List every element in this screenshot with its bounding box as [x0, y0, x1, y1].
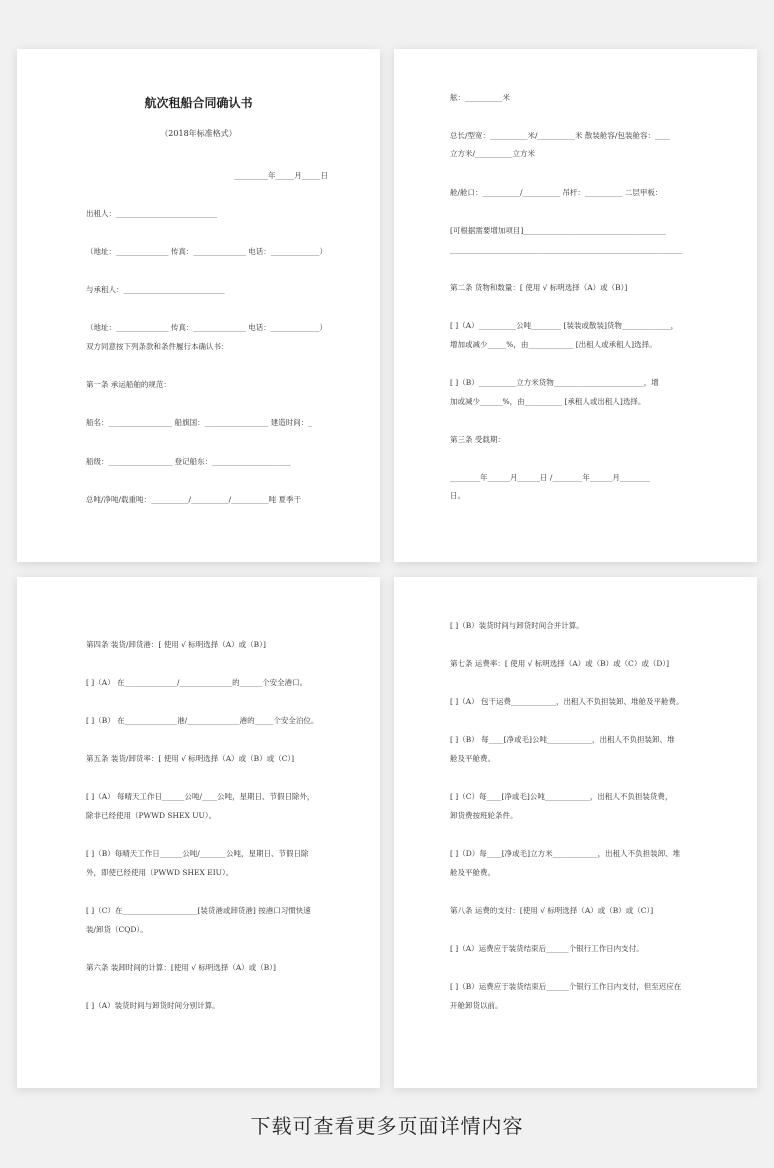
text-line: 船名：_________________ 船旗国：_________________ 建造时间：_: [86, 418, 313, 427]
text-line: 总吨/净吨/载重吨：__________/__________/__________吨 夏季干: [86, 495, 301, 504]
text-line: 立方米/__________立方米: [450, 149, 536, 158]
text-line: 第二条 货物和数量：[ 使用 √ 标明选择（A）或（B）]: [450, 283, 628, 292]
document-title: 航次租船合同确认书: [144, 96, 253, 110]
text-line: [ ]（A）运费应于装货结束后______个银行工作日内支付。: [450, 944, 644, 953]
text-line: 加或减少______%，由__________ [承租人或出租人]选择。: [450, 397, 646, 406]
text-line: 卸货费按班轮条件。: [450, 811, 518, 820]
text-line: 舱及平舱费。: [450, 754, 495, 763]
text-line: [ ]（A）__________公吨________ [装装或散装]货物_____________，: [450, 321, 679, 330]
text-line: 双方同意按下列条款和条件履行本确认书：: [86, 342, 229, 351]
text-line: ________年______月______日 /________年______月________: [450, 473, 650, 482]
text-line: 舷：__________米: [450, 93, 510, 102]
text-line: [ ]（A） 每晴天工作日______公吨/____公吨，星期日、节假日除外，: [86, 792, 315, 801]
text-line: 第三条 受载期：: [450, 435, 505, 444]
document-page-3: [17, 577, 380, 1088]
text-line: [ ]（A） 包干运费____________，出租人不负担装卸、堆舱及平舱费。: [450, 697, 684, 706]
text-line: [ ]（C）在____________________[装货港或卸货港] 按港口习惯快速: [86, 906, 311, 915]
text-line: 第六条 装卸时间的计算：[使用 √ 标明选择（A）或（B）]: [86, 963, 276, 972]
document-page-1: [17, 49, 380, 562]
text-line: [ ]（C）每____[净或毛]公吨____________，出租人不负担装货费，: [450, 792, 673, 801]
download-caption: 下载可查看更多页面详情内容: [250, 1114, 524, 1138]
text-line: [ ]（B）__________立方米货物________________________，增: [450, 378, 659, 387]
text-line: 船级：_________________ 登记船东：_____________________: [86, 457, 291, 466]
text-line: 第四条 装货/卸货港：[ 使用 √ 标明选择（A）或（B）]: [86, 640, 266, 649]
document-page-4: [394, 577, 757, 1088]
text-line: 总长/型宽：__________米/__________米 散装舱容/包装舱容：____: [450, 131, 670, 140]
document-page-2: [394, 49, 757, 562]
text-line: [ ]（B） 每____[净或毛]公吨____________，出租人不负担装卸、堆: [450, 735, 675, 744]
text-line: 第八条 运费的支付：[使用 √ 标明选择（A）或（B）或（C）]: [450, 906, 654, 915]
text-line: 增加或减少_____%，由____________ [出租人或承租人]选择。: [450, 340, 657, 349]
text-line: 舱/舱口：__________/__________ 吊杆：__________ 二层甲板：: [450, 188, 663, 197]
text-line: ______________________________________________________________: [450, 245, 683, 254]
text-line: [ ]（A）装货时间与卸货时间分别计算。: [86, 1001, 220, 1010]
text-line: 日。: [450, 491, 465, 500]
text-line: [ ]（B） 在______________港/______________港的_____个安全泊位。: [86, 716, 319, 725]
text-line: 开舱卸货以前。: [450, 1001, 503, 1010]
text-line: [ ]（B）每晴天工作日______公吨/_______公吨，星期日、节假日除: [86, 849, 309, 858]
text-line: 除非已经使用（PWWD SHEX UU）。: [86, 811, 217, 820]
text-line: 装/卸货（CQD）。: [86, 925, 148, 934]
text-line: 外，即使已经使用（PWWD SHEX EIU）。: [86, 868, 234, 877]
text-line: [ ]（B）运费应于装货结束后______个银行工作日内支付，但至迟应在: [450, 982, 682, 991]
text-line: [ ]（D）每____[净或毛]立方米____________，出租人不负担装卸、堆: [450, 849, 681, 858]
text-line: 出租人：___________________________: [86, 209, 218, 218]
text-line: [ ]（B）装货时间与卸货时间合并计算。: [450, 621, 584, 630]
text-line: [可根据需要增加项目]______________________________________: [450, 226, 666, 235]
text-line: （地址：______________ 传真：______________ 电话：_____________）: [86, 323, 328, 332]
text-line: （地址：______________ 传真：______________ 电话：_____________）: [86, 247, 328, 256]
text-line: [ ]（A） 在______________/______________的______个安全港口。: [86, 678, 308, 687]
text-line: 舱及平舱费。: [450, 868, 495, 877]
date-line: _________年_____月_____日: [234, 171, 328, 180]
text-line: 第五条 装货/卸货率：[ 使用 √ 标明选择（A）或（B）或（C）]: [86, 754, 295, 763]
document-subtitle: （2018年标准格式）: [160, 129, 237, 138]
text-line: 与承租人：___________________________: [86, 285, 225, 294]
text-line: 第一条 承运船舶的规范：: [86, 380, 171, 389]
text-line: 第七条 运费率：[ 使用 √ 标明选择（A）或（B）或（C）或（D）]: [450, 659, 670, 668]
